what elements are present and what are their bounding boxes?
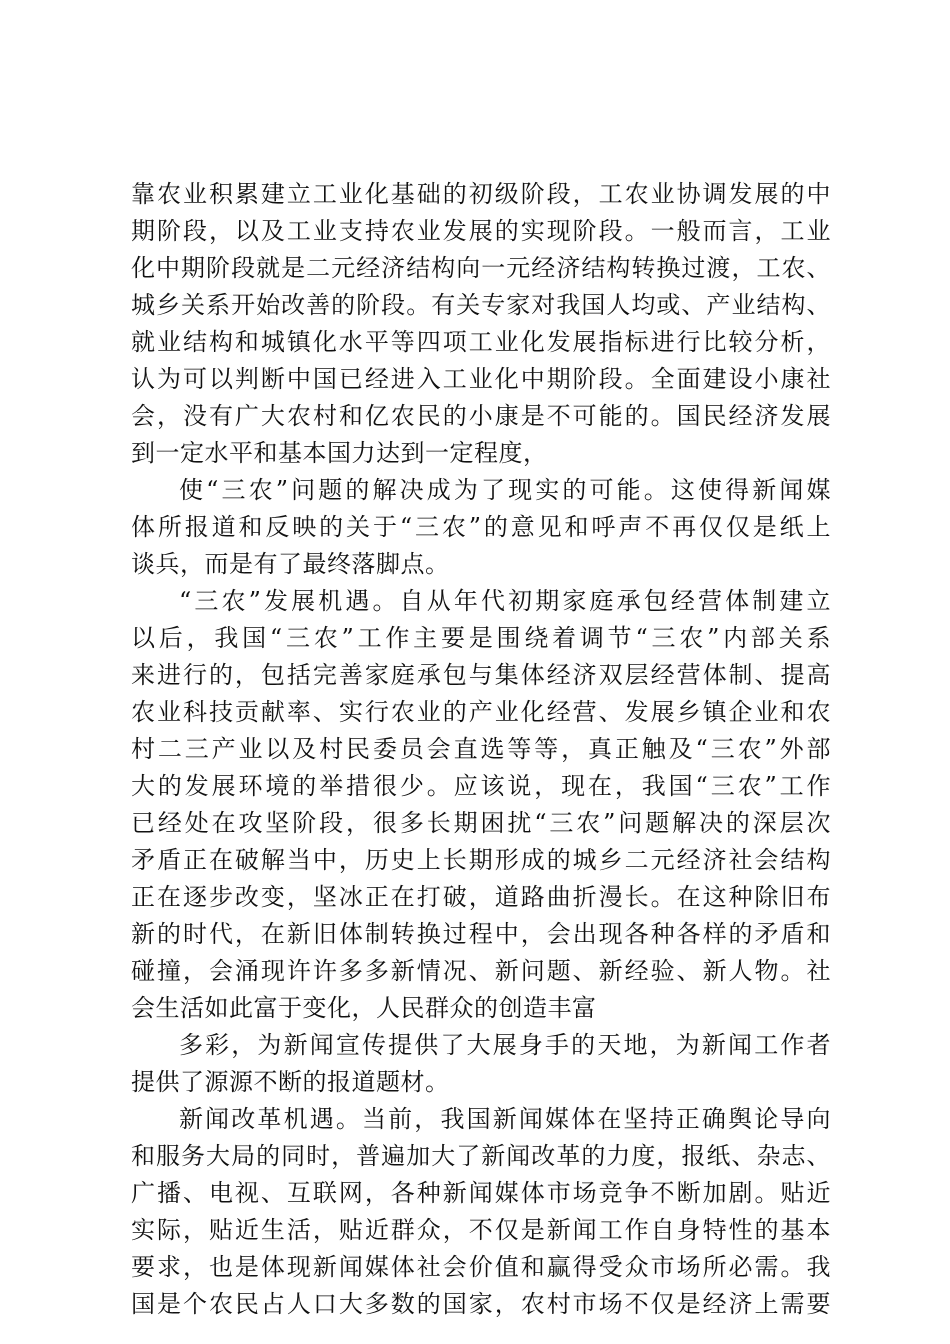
- text-line: 碰撞，会涌现许许多多新情况、新问题、新经验、新人物。社: [131, 957, 831, 985]
- text-line: 大的发展环境的举措很少。应该说，现在，我国“三农”工作: [131, 772, 831, 800]
- text-line: 实际，贴近生活，贴近群众，不仅是新闻工作自身特性的基本: [131, 1216, 831, 1244]
- text-line: 农业科技贡献率、实行农业的产业化经营、发展乡镇企业和农: [131, 698, 831, 726]
- text-line: 新的时代，在新旧体制转换过程中，会出现各种各样的矛盾和: [131, 920, 831, 948]
- text-line: 正在逐步改变，坚冰正在打破，道路曲折漫长。在这种除旧布: [131, 883, 831, 911]
- text-line: 已经处在攻坚阶段，很多长期困扰“三农”问题解决的深层次: [131, 809, 831, 837]
- text-line: 期阶段，以及工业支持农业发展的实现阶段。一般而言，工业: [131, 217, 831, 245]
- text-line: 会生活如此富于变化，人民群众的创造丰富: [131, 994, 597, 1022]
- text-line: 谈兵，而是有了最终落脚点。: [131, 550, 450, 578]
- text-line: 广播、电视、互联网，各种新闻媒体市场竞争不断加剧。贴近: [131, 1179, 831, 1207]
- text-line: 提供了源源不断的报道题材。: [131, 1068, 450, 1096]
- text-line: “三农”发展机遇。自从年代初期家庭承包经营体制建立: [179, 587, 831, 615]
- text-line: 体所报道和反映的关于“三农”的意见和呼声不再仅仅是纸上: [131, 513, 831, 541]
- text-line: 和服务大局的同时，普遍加大了新闻改革的力度，报纸、杂志、: [131, 1142, 831, 1170]
- text-line: 新闻改革机遇。当前，我国新闻媒体在坚持正确舆论导向: [179, 1105, 831, 1133]
- text-line: 矛盾正在破解当中，历史上长期形成的城乡二元经济社会结构: [131, 846, 831, 874]
- text-line: 到一定水平和基本国力达到一定程度，: [131, 439, 548, 467]
- text-line: 会，没有广大农村和亿农民的小康是不可能的。国民经济发展: [131, 402, 831, 430]
- text-line: 使“三农”问题的解决成为了现实的可能。这使得新闻媒: [179, 476, 831, 504]
- text-line: 城乡关系开始改善的阶段。有关专家对我国人均或、产业结构、: [131, 291, 831, 319]
- text-line: 国是个农民占人口大多数的国家，农村市场不仅是经济上需要: [131, 1290, 831, 1318]
- text-line: 来进行的，包括完善家庭承包与集体经济双层经营体制、提高: [131, 661, 831, 689]
- text-line: 多彩，为新闻宣传提供了大展身手的天地，为新闻工作者: [179, 1031, 831, 1059]
- text-line: 认为可以判断中国已经进入工业化中期阶段。全面建设小康社: [131, 365, 831, 393]
- text-line: 就业结构和城镇化水平等四项工业化发展指标进行比较分析，: [131, 328, 831, 356]
- text-line: 化中期阶段就是二元经济结构向一元经济结构转换过渡，工农、: [131, 254, 831, 282]
- text-line: 村二三产业以及村民委员会直选等等，真正触及“三农”外部: [131, 735, 831, 763]
- text-line: 以后，我国“三农”工作主要是围绕着调节“三农”内部关系: [131, 624, 831, 652]
- text-line: 靠农业积累建立工业化基础的初级阶段，工农业协调发展的中: [131, 180, 831, 208]
- text-line: 要求，也是体现新闻媒体社会价值和赢得受众市场所必需。我: [131, 1253, 831, 1281]
